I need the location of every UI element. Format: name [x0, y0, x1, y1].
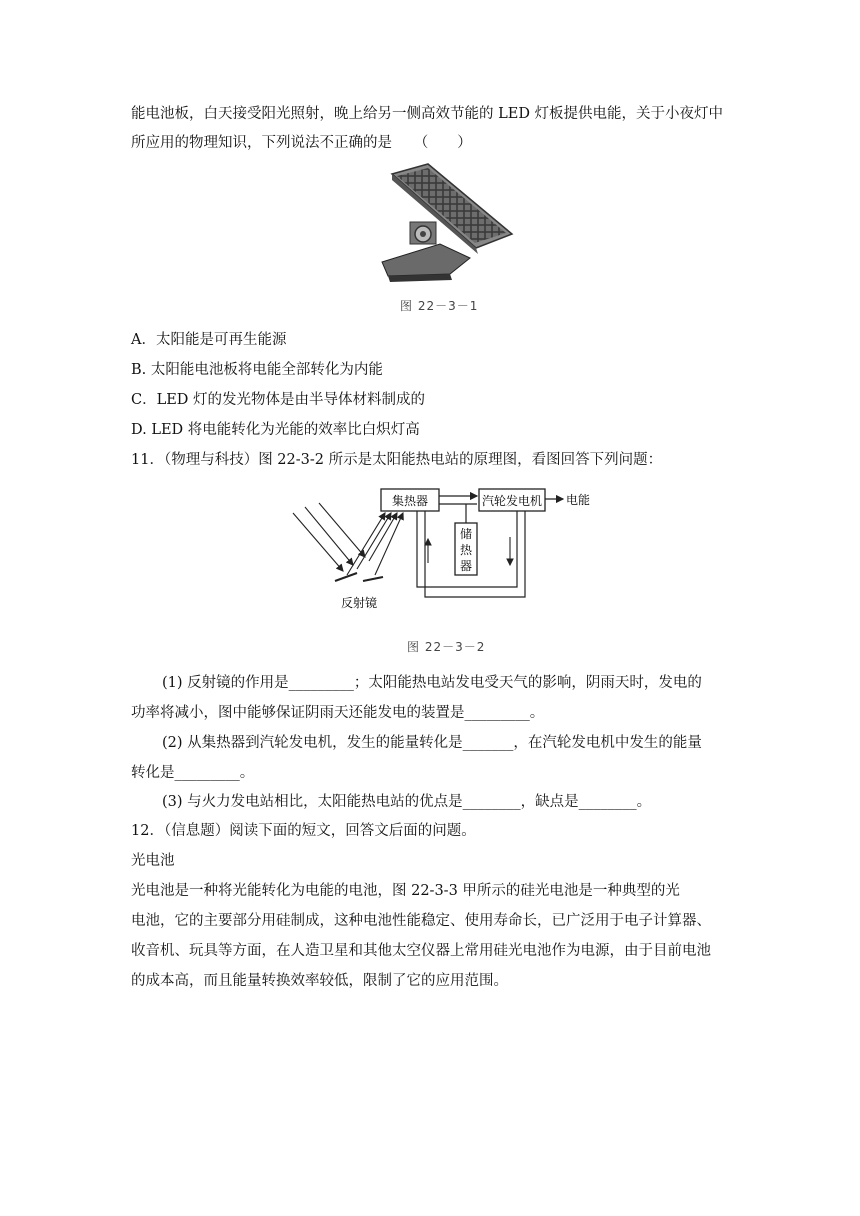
figure-caption-22-3-2: 图 22－3－2 [407, 640, 486, 654]
q11-part2-line1: (2) 从集热器到汽轮发电机，发生的能量转化是_______，在汽轮发电机中发生的能量 [162, 735, 702, 751]
q11-part1-line2: 功率将减小，图中能够保证阴雨天还能发电的装置是_________。 [131, 705, 545, 721]
figure-caption-22-3-1: 图 22－3－1 [400, 299, 479, 313]
q12-para-line1: 光电池是一种将光能转化为电能的电池，图 22-3-3 甲所示的硅光电池是一种典型的光 [131, 883, 680, 899]
storage-char-3: 器 [459, 559, 473, 573]
option-a: A．太阳能是可再生能源 [131, 332, 287, 348]
q11-part2-line2: 转化是_________。 [131, 765, 255, 781]
q10-text-line2: 所应用的物理知识，下列说法不正确的是 （ ） [131, 135, 472, 151]
q12-intro: 12．（信息题）阅读下面的短文，回答文后面的问题。 [131, 823, 476, 839]
storage-char-2: 热 [459, 543, 473, 557]
q11-part1-line1: (1) 反射镜的作用是_________；太阳能热电站发电受天气的影响，阴雨天时，发电的 [162, 675, 702, 691]
output-label: 电能 [566, 493, 591, 507]
collector-label: 集热器 [391, 494, 429, 508]
generator-label: 汽轮发电机 [481, 494, 543, 508]
q12-title: 光电池 [131, 853, 175, 869]
option-d: D. LED 将电能转化为光能的效率比白炽灯高 [131, 422, 420, 438]
solar-thermal-diagram [285, 485, 605, 615]
q11-part3: (3) 与火力发电站相比，太阳能热电站的优点是________，缺点是________。 [162, 794, 652, 810]
q12-para-line4: 的成本高，而且能量转换效率较低，限制了它的应用范围。 [131, 973, 508, 989]
solar-panel-figure [380, 162, 520, 287]
option-b: B. 太阳能电池板将电能全部转化为内能 [131, 362, 383, 378]
option-c: C．LED 灯的发光物体是由半导体材料制成的 [131, 392, 426, 408]
storage-char-1: 储 [459, 527, 473, 541]
mirror-label: 反射镜 [341, 596, 378, 610]
q11-intro: 11．（物理与科技）图 22-3-2 所示是太阳能热电站的原理图，看图回答下列问题： [131, 452, 663, 468]
q10-text-line1: 能电池板，白天接受阳光照射，晚上给另一侧高效节能的 LED 灯板提供电能，关于小夜灯中 [131, 106, 724, 122]
q12-para-line2: 电池，它的主要部分用硅制成，这种电池性能稳定、使用寿命长，已广泛用于电子计算器、 [131, 913, 711, 929]
q12-para-line3: 收音机、玩具等方面，在人造卫星和其他太空仪器上常用硅光电池作为电源，由于目前电池 [131, 943, 711, 959]
